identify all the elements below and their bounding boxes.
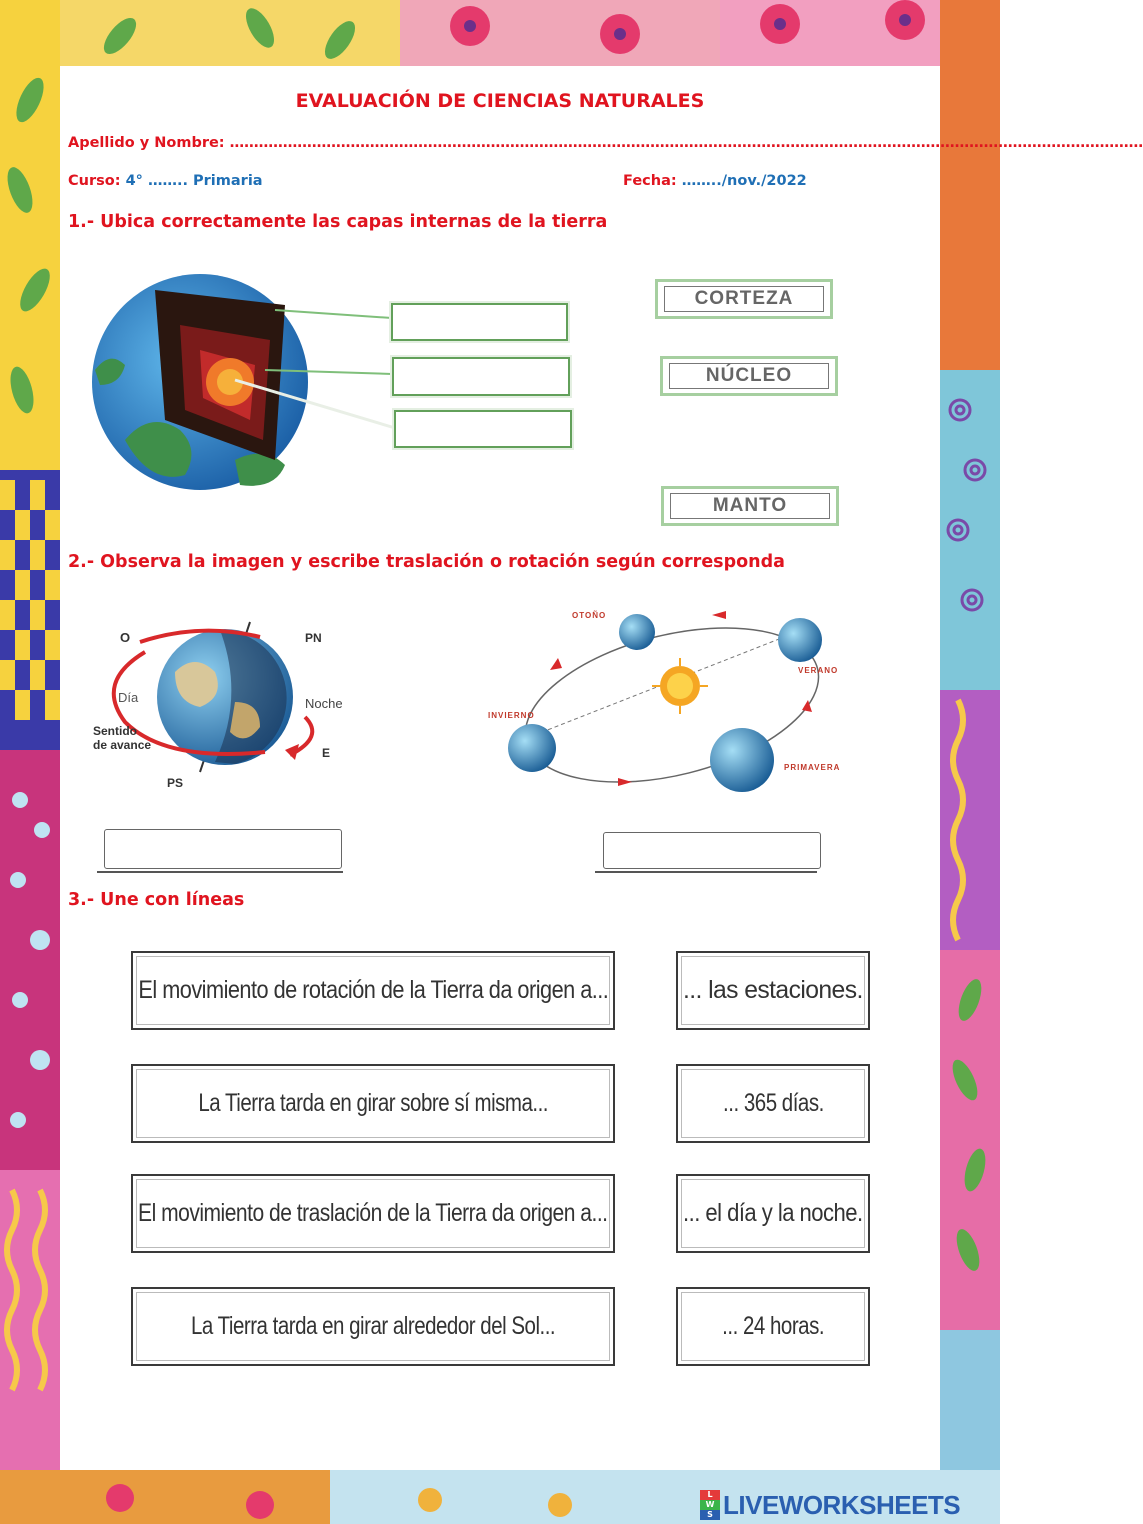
word-card-label: NÚCLEO: [669, 363, 829, 389]
match-left-text: La Tierra tarda en girar sobre sí misma...: [198, 1089, 548, 1117]
liveworksheets-logo: [700, 1490, 720, 1520]
match-left-text: El movimiento de rotación de la Tierra da origen a...: [138, 976, 608, 1004]
answer-underline: [97, 871, 343, 873]
answer-underline: [595, 871, 817, 873]
course-label: Curso:: [68, 173, 121, 189]
layer-answer-box-2[interactable]: [392, 357, 570, 396]
match-left-item-1[interactable]: [131, 951, 615, 1030]
match-left-text: La Tierra tarda en girar alrededor del Sol...: [190, 1312, 556, 1340]
question-3-heading: 3.- Une con líneas: [68, 890, 245, 910]
orbit-label-otono: OTOÑO: [572, 611, 607, 620]
match-right-item-1[interactable]: [676, 951, 870, 1030]
rotation-label-dia: Día: [118, 690, 139, 705]
rotation-label-ps: PS: [167, 776, 184, 790]
match-left-item-3[interactable]: [131, 1174, 615, 1253]
orbit-label-invierno: INVIERNO: [488, 711, 535, 720]
rotation-label-noche: Noche: [305, 696, 343, 711]
rotation-label-o: O: [120, 630, 131, 645]
match-right-text: ... las estaciones.: [683, 976, 863, 1004]
watermark-text: LIVEWORKSHEETS: [723, 1489, 961, 1520]
match-right-item-3[interactable]: [676, 1174, 870, 1253]
word-card-nucleo[interactable]: [660, 356, 838, 396]
course-value[interactable]: 4° …….. Primaria: [125, 173, 263, 189]
logo-letter: S: [700, 1510, 720, 1520]
orbit-illustration: [482, 600, 857, 800]
page-title: EVALUACIÓN DE CIENCIAS NATURALES: [295, 90, 705, 112]
date-row: [623, 173, 807, 189]
match-right-item-2[interactable]: [676, 1064, 870, 1143]
rotation-illustration: [85, 612, 365, 797]
name-label: Apellido y Nombre:: [68, 135, 225, 151]
match-right-text: ... 24 horas.: [722, 1312, 824, 1340]
course-row: [68, 173, 263, 189]
movement-answer-box-rotation[interactable]: [104, 829, 342, 869]
word-card-manto[interactable]: [661, 486, 839, 526]
orbit-label-primavera: PRIMAVERA: [784, 763, 841, 772]
rotation-label-de-avance: de avance: [93, 738, 152, 752]
date-label: Fecha:: [623, 173, 677, 189]
rotation-label-pn: PN: [305, 631, 322, 645]
logo-letter: L: [700, 1490, 720, 1500]
liveworksheets-watermark: [700, 1488, 1000, 1522]
match-left-text: El movimiento de traslación de la Tierra da origen a...: [138, 1199, 608, 1227]
match-left-item-4[interactable]: [131, 1287, 615, 1366]
movement-answer-box-translation[interactable]: [603, 832, 821, 869]
name-field[interactable]: ………………………………………………………………………………………………………………………………………………………………………: [229, 135, 1143, 151]
rotation-label-e: E: [322, 746, 331, 760]
match-left-item-2[interactable]: [131, 1064, 615, 1143]
rotation-label-sentido: Sentido: [93, 724, 137, 738]
date-value[interactable]: ……../nov./2022: [681, 173, 807, 189]
word-card-label: CORTEZA: [664, 286, 824, 312]
name-row: [68, 135, 1143, 151]
layer-answer-box-3[interactable]: [394, 410, 572, 448]
word-card-label: MANTO: [670, 493, 830, 519]
match-right-item-4[interactable]: [676, 1287, 870, 1366]
match-right-text: ... el día y la noche.: [683, 1199, 863, 1227]
question-1-heading: 1.- Ubica correctamente las capas internas de la tierra: [68, 212, 608, 232]
logo-letter: W: [700, 1500, 720, 1510]
word-card-corteza[interactable]: [655, 279, 833, 319]
layer-answer-box-1[interactable]: [391, 303, 568, 341]
match-right-text: ... 365 días.: [722, 1089, 824, 1117]
earth-layers-illustration: [85, 270, 405, 505]
orbit-label-verano: VERANO: [798, 666, 839, 675]
question-2-heading: 2.- Observa la imagen y escribe traslación o rotación según corresponda: [68, 552, 785, 572]
